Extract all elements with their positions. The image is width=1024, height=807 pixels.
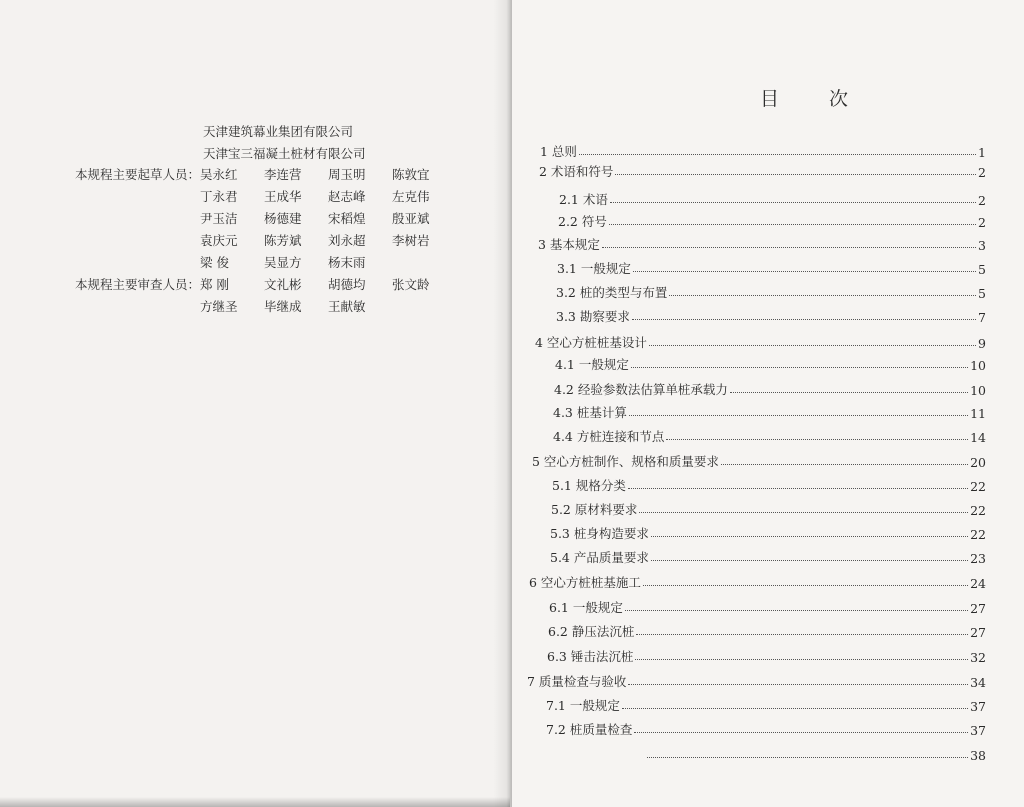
toc-page-number: 38 [970,748,986,763]
toc-page-number: 27 [970,601,986,616]
toc-entry[interactable] [558,210,986,230]
toc-leader-dots [651,560,968,561]
toc-page-number: 24 [970,576,986,591]
person-name: 梁 俊 [200,255,229,270]
toc-label: 6 空心方桩桩基施工 [529,575,641,590]
toc-page-number: 34 [970,675,986,690]
toc-leader-dots [669,295,976,296]
toc-page-number: 2 [978,165,986,180]
toc-entry[interactable] [538,233,986,253]
person-name: 张文龄 [392,277,430,292]
person-name: 赵志峰 [328,189,366,204]
toc-page-number: 10 [970,383,986,398]
toc-page-number: 20 [970,455,986,470]
toc-page-number: 37 [970,723,986,738]
toc-leader-dots [639,512,968,513]
toc-label: 2.1 术语 [559,192,608,207]
reviewers-label: 本规程主要审查人员： [74,277,200,292]
toc-entry[interactable] [552,474,986,494]
toc-label: 4.4 方桩连接和节点 [553,429,665,444]
toc-label: 7.2 桩质量检查 [546,722,633,737]
person-name: 陈敦宜 [392,167,430,182]
toc-leader-dots [635,659,968,660]
toc-label: 3 基本规定 [538,237,600,252]
person-name: 杨末雨 [328,255,366,270]
person-name: 郑 刚 [200,277,229,292]
toc-entry[interactable] [553,425,986,445]
toc-page-number: 5 [978,262,986,277]
reviewers-group [30,274,456,318]
toc-page-number: 5 [978,286,986,301]
toc-page-number: 2 [978,215,986,230]
toc-label: 7 质量检查与验收 [527,674,627,689]
page-edge-shadow [0,797,510,807]
toc-entry[interactable] [529,571,986,591]
toc-page-number: 37 [970,699,986,714]
person-name: 左克伟 [392,189,430,204]
person-name: 袁庆元 [200,233,238,248]
toc-page-number: 14 [970,430,986,445]
toc-page-number: 3 [978,238,986,253]
toc-title: 目 次 [760,88,871,110]
toc-entry[interactable] [546,718,986,738]
toc-label: 7.1 一般规定 [546,698,620,713]
toc-label: 5.4 产品质量要求 [550,550,649,565]
toc-label: 2 术语和符号 [539,164,614,179]
person-name: 李树岩 [392,233,430,248]
toc-entry[interactable] [535,331,986,351]
toc-entry[interactable] [540,140,986,160]
toc-label: 6.2 静压法沉桩 [548,624,635,639]
drafters-list [200,164,456,274]
toc-page-number: 22 [970,527,986,542]
person-name: 宋稻煌 [328,211,366,226]
toc-leader-dots [730,392,968,393]
toc-label: 4.1 一般规定 [555,357,629,372]
toc-page-number: 9 [978,336,986,351]
toc-leader-dots [634,732,968,733]
toc-label: 3.1 一般规定 [557,261,631,276]
toc-label: 6.1 一般规定 [549,600,623,615]
toc-entry[interactable] [539,160,986,180]
person-name: 王成华 [264,189,302,204]
toc-label: 4.3 桩基计算 [553,405,627,420]
toc-leader-dots [628,488,968,489]
toc-leader-dots [609,224,976,225]
toc-label: 5.1 规格分类 [552,478,626,493]
toc-label: 4 空心方桩桩基设计 [535,335,647,350]
toc-entry[interactable] [556,305,986,325]
toc-entry[interactable] [556,281,986,301]
organization-line: 天津宝三福凝土桩材有限公司 [203,146,366,161]
person-name: 方继圣 [200,299,238,314]
toc-leader-dots [666,439,968,440]
toc-leader-dots [651,536,968,537]
toc-leader-dots [625,610,968,611]
toc-page-number: 1 [978,145,986,160]
toc-leader-dots [632,319,976,320]
toc-leader-dots [628,684,968,685]
toc-label: 6.3 锤击法沉桩 [547,649,634,664]
toc-entry[interactable] [553,401,986,421]
person-name: 李连营 [264,167,302,182]
toc-page-number: 22 [970,503,986,518]
person-name: 尹玉洁 [200,211,238,226]
reviewers-list [200,274,456,318]
person-name: 刘永超 [328,233,366,248]
toc-entry[interactable] [645,743,986,763]
toc-leader-dots [610,202,976,203]
toc-page-number: 22 [970,479,986,494]
organization-line: 天津建筑幕业集团有限公司 [203,124,354,139]
person-name: 殷亚斌 [392,211,430,226]
organization-list [203,121,366,165]
person-name: 胡德均 [328,277,366,292]
person-name: 周玉明 [328,167,366,182]
toc-page-number: 7 [978,310,986,325]
toc-page-number: 32 [970,650,986,665]
person-name: 王献敏 [328,299,366,314]
toc-entry[interactable] [527,670,986,690]
toc-leader-dots [633,271,976,272]
toc-label: 5.3 桩身构造要求 [550,526,649,541]
toc-leader-dots [647,757,968,758]
toc-leader-dots [636,634,968,635]
person-name: 陈芳斌 [264,233,302,248]
toc-entry[interactable] [549,596,986,616]
toc-entry[interactable] [532,450,986,470]
toc-label: 5 空心方桩制作、规格和质量要求 [532,454,719,469]
person-name: 文礼彬 [264,277,302,292]
staff-section [30,164,456,318]
toc-leader-dots [622,708,968,709]
left-page [0,0,510,807]
person-name: 毕继成 [264,299,302,314]
toc-label: 4.2 经验参数法估算单桩承载力 [554,382,728,397]
toc-entry[interactable] [557,257,986,277]
toc-page-number: 11 [970,406,986,421]
toc-page-number: 23 [970,551,986,566]
toc-leader-dots [649,345,976,346]
toc-entry[interactable] [555,353,986,373]
person-name: 吴显方 [264,255,302,270]
toc-entry[interactable] [554,378,986,398]
toc-label: 1 总则 [540,144,577,159]
toc-label: 5.2 原材料要求 [551,502,638,517]
toc-leader-dots [602,247,976,248]
toc-leader-dots [615,174,976,175]
drafters-group [30,164,456,274]
toc-page-number: 2 [978,193,986,208]
toc-leader-dots [579,154,976,155]
toc-leader-dots [631,367,968,368]
toc-label: 2.2 符号 [558,214,607,229]
person-name: 杨德建 [264,211,302,226]
toc-label: 3.2 桩的类型与布置 [556,285,668,300]
toc-page-number: 10 [970,358,986,373]
person-name: 丁永君 [200,189,238,204]
toc-entry[interactable] [548,620,986,640]
toc-entry[interactable] [551,498,986,518]
toc-entry[interactable] [559,188,986,208]
toc-label: 3.3 勘察要求 [556,309,630,324]
person-name: 吴永红 [200,167,238,182]
toc-entry[interactable] [550,522,986,542]
toc-entry[interactable] [547,645,986,665]
toc-entry[interactable] [546,694,986,714]
toc-entry[interactable] [550,546,986,566]
toc-page-number: 27 [970,625,986,640]
drafters-label: 本规程主要起草人员： [74,167,200,182]
toc-leader-dots [721,464,968,465]
toc-leader-dots [629,415,968,416]
toc-leader-dots [643,585,968,586]
